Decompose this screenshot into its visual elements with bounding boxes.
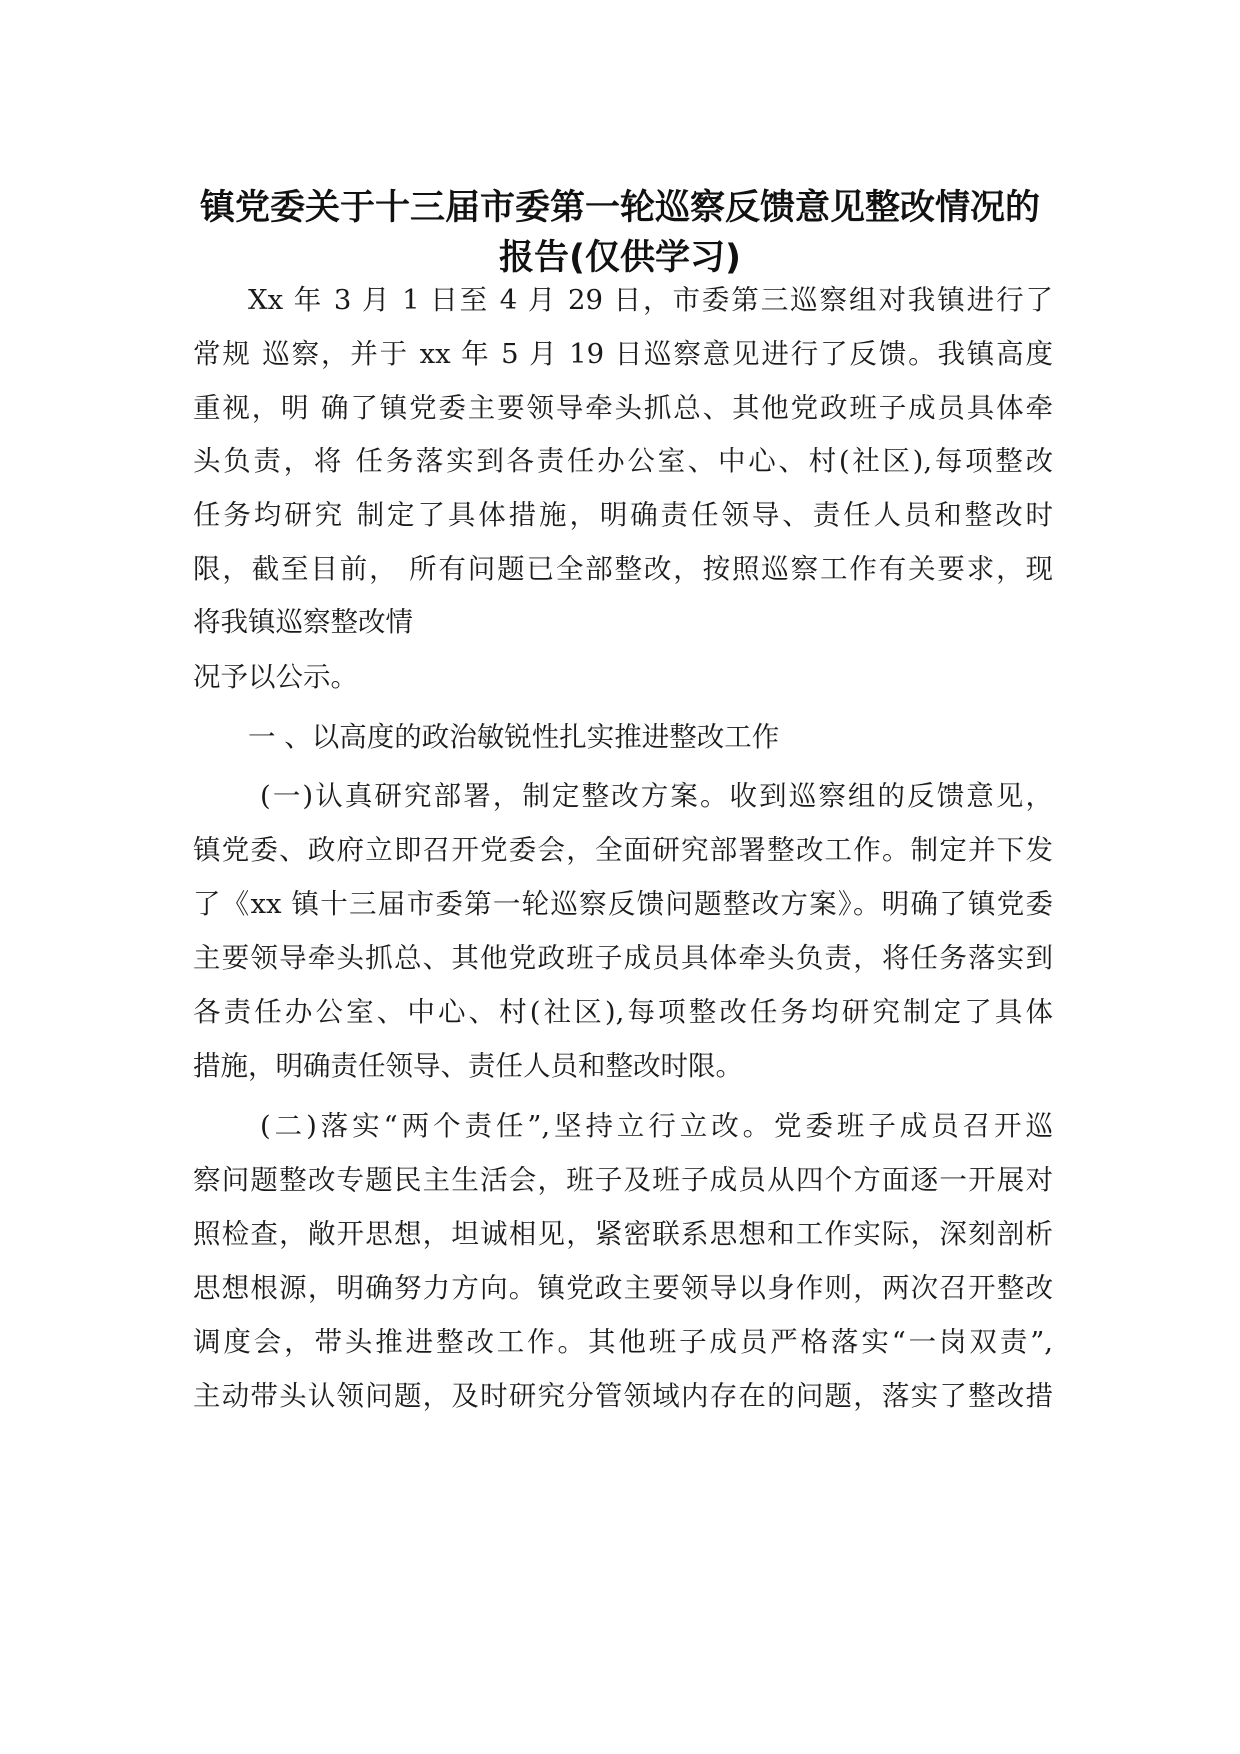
paragraph-line: (二)落实“两个责任”,坚持立行立改。党委班子成员召开巡 (260, 1110, 1053, 1142)
paragraph-line: 调度会，带头推进整改工作。其他班子成员严格落实“一岗双责”, (193, 1326, 1053, 1358)
paragraph-line: 思想根源，明确努力方向。镇党政主要领导以身作则，两次召开整改 (193, 1272, 1053, 1304)
paragraph-line: 察问题整改专题民主生活会，班子及班子成员从四个方面逐一开展对 (193, 1164, 1053, 1196)
document-title-line-1: 镇党委关于十三届市委第一轮巡察反馈意见整改情况的 (199, 188, 1040, 228)
paragraph-line: 重视，明 确了镇党委主要领导牵头抓总、其他党政班子成员具体牵 (193, 392, 1053, 424)
paragraph-line: 了《xx 镇十三届市委第一轮巡察反馈问题整改方案》。明确了镇党委 (193, 888, 1053, 920)
document-title-line-2: 报告(仅供学习) (499, 238, 741, 278)
paragraph-line: Xx 年 3 月 1 日至 4 月 29 日，市委第三巡察组对我镇进行了 (248, 284, 1053, 316)
paragraph-line: 主动带头认领问题，及时研究分管领域内存在的问题，落实了整改措 (193, 1380, 1053, 1412)
paragraph-line: 任务均研究 制定了具体措施，明确责任领导、责任人员和整改时 (193, 499, 1053, 531)
paragraph-line: 措施，明确责任领导、责任人员和整改时限。 (193, 1050, 743, 1082)
paragraph-line: 照检查，敞开思想，坦诚相见，紧密联系思想和工作实际，深刻剖析 (193, 1218, 1053, 1250)
paragraph-line: 常规 巡察，并于 xx 年 5 月 19 日巡察意见进行了反馈。我镇高度 (193, 338, 1053, 370)
paragraph-line: 镇党委、政府立即召开党委会，全面研究部署整改工作。制定并下发 (193, 834, 1053, 866)
paragraph-line: (一)认真研究部署，制定整改方案。收到巡察组的反馈意见， (260, 780, 1053, 812)
paragraph-line: 将我镇巡察整改情 (193, 606, 413, 638)
section-heading: 一 、以高度的政治敏锐性扎实推进整改工作 (248, 721, 780, 753)
paragraph-line: 主要领导牵头抓总、其他党政班子成员具体牵头负责，将任务落实到 (193, 942, 1053, 974)
paragraph-line: 况予以公示。 (193, 661, 358, 693)
paragraph-line: 限，截至目前， 所有问题已全部整改，按照巡察工作有关要求，现 (193, 553, 1053, 585)
paragraph-line: 各责任办公室、中心、村(社区),每项整改任务均研究制定了具体 (193, 996, 1053, 1028)
paragraph-line: 头负责，将 任务落实到各责任办公室、中心、村(社区),每项整改 (193, 445, 1053, 477)
